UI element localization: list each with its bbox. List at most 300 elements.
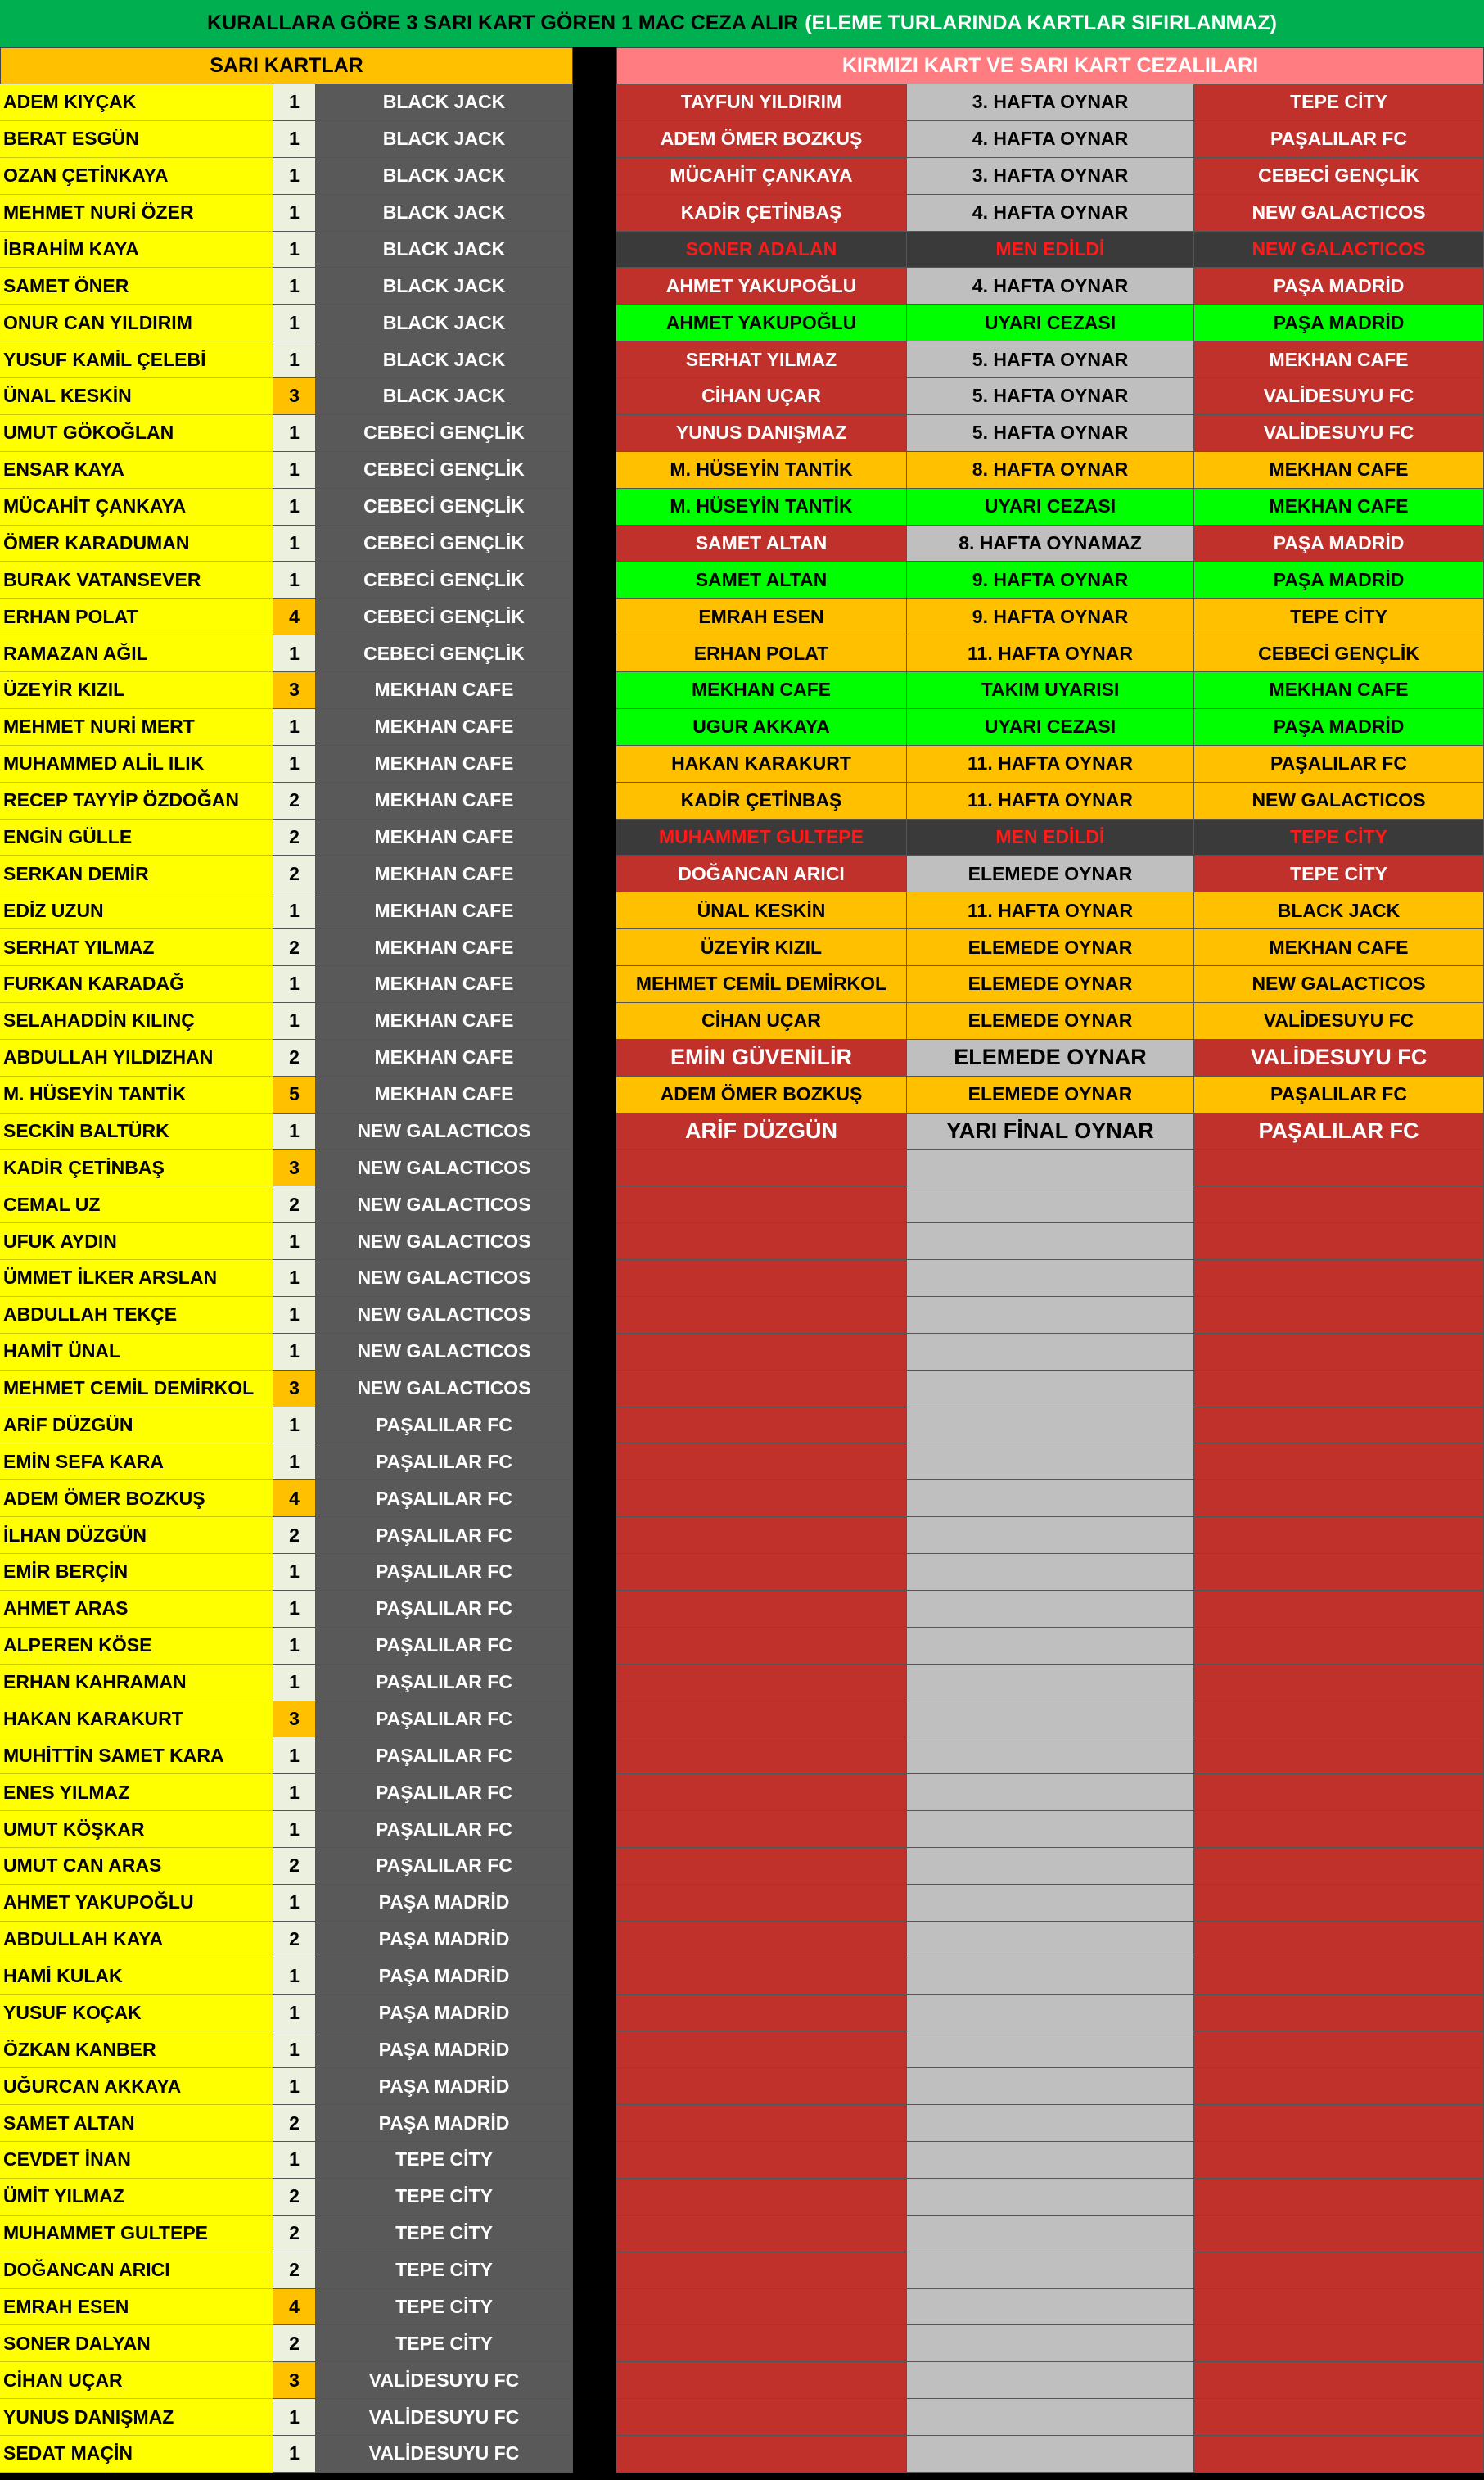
player-name-cell[interactable]: ABDULLAH TEKÇE: [0, 1297, 273, 1334]
penalty-status-cell[interactable]: 3. HAFTA OYNAR: [907, 84, 1194, 121]
penalty-player-cell[interactable]: TAYFUN YILDIRIM: [616, 84, 907, 121]
penalty-status-cell[interactable]: 3. HAFTA OYNAR: [907, 158, 1194, 195]
player-name-cell[interactable]: ARİF DÜZGÜN: [0, 1407, 273, 1444]
penalty-team-cell[interactable]: [1194, 1701, 1484, 1738]
card-count-cell[interactable]: 1: [273, 452, 316, 489]
player-name-cell[interactable]: ABDULLAH YILDIZHAN: [0, 1040, 273, 1077]
player-name-cell[interactable]: ERHAN KAHRAMAN: [0, 1665, 273, 1701]
card-count-cell[interactable]: 1: [273, 635, 316, 672]
penalty-team-cell[interactable]: [1194, 1443, 1484, 1480]
player-team-cell[interactable]: BLACK JACK: [316, 305, 573, 341]
penalty-status-cell[interactable]: [907, 1737, 1194, 1774]
player-name-cell[interactable]: RECEP TAYYİP ÖZDOĞAN: [0, 783, 273, 820]
player-team-cell[interactable]: BLACK JACK: [316, 158, 573, 195]
penalty-player-cell[interactable]: [616, 1297, 907, 1334]
player-team-cell[interactable]: CEBECİ GENÇLİK: [316, 562, 573, 599]
penalty-status-cell[interactable]: [907, 2399, 1194, 2436]
penalty-team-cell[interactable]: [1194, 1885, 1484, 1922]
card-count-cell[interactable]: 1: [273, 158, 316, 195]
player-team-cell[interactable]: MEKHAN CAFE: [316, 1003, 573, 1040]
penalty-player-cell[interactable]: M. HÜSEYİN TANTİK: [616, 489, 907, 526]
player-team-cell[interactable]: BLACK JACK: [316, 121, 573, 158]
penalty-player-cell[interactable]: [616, 2362, 907, 2399]
penalty-status-cell[interactable]: [907, 2216, 1194, 2252]
player-team-cell[interactable]: CEBECİ GENÇLİK: [316, 526, 573, 562]
penalty-player-cell[interactable]: [616, 2325, 907, 2362]
penalty-status-cell[interactable]: ELEMEDE OYNAR: [907, 1077, 1194, 1114]
player-name-cell[interactable]: ÜMİT YILMAZ: [0, 2179, 273, 2216]
penalty-status-cell[interactable]: [907, 1995, 1194, 2032]
penalty-player-cell[interactable]: [616, 1407, 907, 1444]
penalty-status-cell[interactable]: [907, 1665, 1194, 1701]
penalty-status-cell[interactable]: [907, 1848, 1194, 1885]
penalty-player-cell[interactable]: [616, 2031, 907, 2068]
player-team-cell[interactable]: CEBECİ GENÇLİK: [316, 599, 573, 635]
player-name-cell[interactable]: ABDULLAH KAYA: [0, 1922, 273, 1958]
penalty-status-cell[interactable]: [907, 1371, 1194, 1407]
penalty-player-cell[interactable]: [616, 1371, 907, 1407]
penalty-status-cell[interactable]: [907, 1223, 1194, 1260]
player-team-cell[interactable]: NEW GALACTICOS: [316, 1297, 573, 1334]
penalty-status-cell[interactable]: ELEMEDE OYNAR: [907, 1040, 1194, 1077]
penalty-team-cell[interactable]: NEW GALACTICOS: [1194, 966, 1484, 1003]
penalty-status-cell[interactable]: 4. HAFTA OYNAR: [907, 268, 1194, 305]
penalty-status-cell[interactable]: 11. HAFTA OYNAR: [907, 892, 1194, 929]
card-count-cell[interactable]: 1: [273, 1223, 316, 1260]
penalty-player-cell[interactable]: AHMET YAKUPOĞLU: [616, 268, 907, 305]
penalty-team-cell[interactable]: NEW GALACTICOS: [1194, 232, 1484, 269]
player-team-cell[interactable]: TEPE CİTY: [316, 2142, 573, 2179]
penalty-status-cell[interactable]: 4. HAFTA OYNAR: [907, 121, 1194, 158]
player-name-cell[interactable]: MUHAMMED ALİL ILIK: [0, 746, 273, 783]
player-name-cell[interactable]: CEVDET İNAN: [0, 2142, 273, 2179]
player-name-cell[interactable]: ÜZEYİR KIZIL: [0, 672, 273, 709]
player-team-cell[interactable]: MEKHAN CAFE: [316, 820, 573, 856]
penalty-player-cell[interactable]: [616, 2068, 907, 2105]
player-name-cell[interactable]: EDİZ UZUN: [0, 892, 273, 929]
player-team-cell[interactable]: MEKHAN CAFE: [316, 672, 573, 709]
player-name-cell[interactable]: UĞURCAN AKKAYA: [0, 2068, 273, 2105]
penalty-player-cell[interactable]: [616, 1701, 907, 1738]
card-count-cell[interactable]: 1: [273, 1407, 316, 1444]
penalty-player-cell[interactable]: DOĞANCAN ARICI: [616, 856, 907, 892]
penalty-player-cell[interactable]: [616, 2436, 907, 2473]
penalty-team-cell[interactable]: [1194, 1774, 1484, 1811]
player-team-cell[interactable]: TEPE CİTY: [316, 2289, 573, 2326]
penalty-player-cell[interactable]: SAMET ALTAN: [616, 562, 907, 599]
penalty-team-cell[interactable]: PAŞALILAR FC: [1194, 746, 1484, 783]
player-name-cell[interactable]: RAMAZAN AĞIL: [0, 635, 273, 672]
card-count-cell[interactable]: 1: [273, 1591, 316, 1628]
player-team-cell[interactable]: PAŞA MADRİD: [316, 2105, 573, 2142]
penalty-player-cell[interactable]: [616, 1628, 907, 1665]
penalty-team-cell[interactable]: [1194, 1150, 1484, 1186]
card-count-cell[interactable]: 1: [273, 1334, 316, 1371]
penalty-status-cell[interactable]: [907, 1260, 1194, 1297]
penalty-team-cell[interactable]: [1194, 1628, 1484, 1665]
player-name-cell[interactable]: DOĞANCAN ARICI: [0, 2252, 273, 2289]
card-count-cell[interactable]: 4: [273, 2289, 316, 2326]
penalty-player-cell[interactable]: YUNUS DANIŞMAZ: [616, 415, 907, 452]
card-count-cell[interactable]: 1: [273, 1554, 316, 1591]
player-name-cell[interactable]: MEHMET NURİ ÖZER: [0, 195, 273, 232]
card-count-cell[interactable]: 2: [273, 2252, 316, 2289]
penalty-player-cell[interactable]: [616, 1737, 907, 1774]
penalty-team-cell[interactable]: PAŞALILAR FC: [1194, 1114, 1484, 1150]
penalty-team-cell[interactable]: [1194, 1665, 1484, 1701]
penalty-player-cell[interactable]: AHMET YAKUPOĞLU: [616, 305, 907, 341]
card-count-cell[interactable]: 3: [273, 1371, 316, 1407]
penalty-status-cell[interactable]: 5. HAFTA OYNAR: [907, 378, 1194, 415]
card-count-cell[interactable]: 2: [273, 1517, 316, 1554]
penalty-player-cell[interactable]: [616, 1848, 907, 1885]
penalty-team-cell[interactable]: [1194, 2252, 1484, 2289]
player-name-cell[interactable]: MUHİTTİN SAMET KARA: [0, 1737, 273, 1774]
card-count-cell[interactable]: 2: [273, 2216, 316, 2252]
player-team-cell[interactable]: MEKHAN CAFE: [316, 783, 573, 820]
player-team-cell[interactable]: PAŞA MADRİD: [316, 1958, 573, 1995]
player-name-cell[interactable]: FURKAN KARADAĞ: [0, 966, 273, 1003]
penalty-team-cell[interactable]: MEKHAN CAFE: [1194, 341, 1484, 378]
player-team-cell[interactable]: BLACK JACK: [316, 268, 573, 305]
penalty-player-cell[interactable]: SERHAT YILMAZ: [616, 341, 907, 378]
player-name-cell[interactable]: UMUT CAN ARAS: [0, 1848, 273, 1885]
player-name-cell[interactable]: ALPEREN KÖSE: [0, 1628, 273, 1665]
penalty-status-cell[interactable]: [907, 1701, 1194, 1738]
penalty-status-cell[interactable]: [907, 2031, 1194, 2068]
card-count-cell[interactable]: 1: [273, 415, 316, 452]
penalty-team-cell[interactable]: [1194, 1334, 1484, 1371]
card-count-cell[interactable]: 3: [273, 672, 316, 709]
penalty-status-cell[interactable]: UYARI CEZASI: [907, 489, 1194, 526]
penalty-player-cell[interactable]: UGUR AKKAYA: [616, 709, 907, 746]
card-count-cell[interactable]: 1: [273, 709, 316, 746]
penalty-status-cell[interactable]: 11. HAFTA OYNAR: [907, 635, 1194, 672]
card-count-cell[interactable]: 1: [273, 305, 316, 341]
player-team-cell[interactable]: MEKHAN CAFE: [316, 1040, 573, 1077]
player-team-cell[interactable]: NEW GALACTICOS: [316, 1371, 573, 1407]
card-count-cell[interactable]: 2: [273, 1186, 316, 1223]
penalty-player-cell[interactable]: [616, 1665, 907, 1701]
player-name-cell[interactable]: SECKİN BALTÜRK: [0, 1114, 273, 1150]
player-name-cell[interactable]: ÖMER KARADUMAN: [0, 526, 273, 562]
card-count-cell[interactable]: 1: [273, 1811, 316, 1848]
penalty-team-cell[interactable]: [1194, 2179, 1484, 2216]
player-team-cell[interactable]: TEPE CİTY: [316, 2179, 573, 2216]
penalty-team-cell[interactable]: [1194, 1958, 1484, 1995]
player-name-cell[interactable]: EMİN SEFA KARA: [0, 1443, 273, 1480]
player-team-cell[interactable]: MEKHAN CAFE: [316, 709, 573, 746]
player-team-cell[interactable]: CEBECİ GENÇLİK: [316, 452, 573, 489]
player-name-cell[interactable]: M. HÜSEYİN TANTİK: [0, 1077, 273, 1114]
penalty-status-cell[interactable]: [907, 1297, 1194, 1334]
player-team-cell[interactable]: BLACK JACK: [316, 378, 573, 415]
penalty-status-cell[interactable]: [907, 1480, 1194, 1517]
player-team-cell[interactable]: PAŞALILAR FC: [316, 1443, 573, 1480]
card-count-cell[interactable]: 1: [273, 1737, 316, 1774]
penalty-team-cell[interactable]: [1194, 1995, 1484, 2032]
penalty-status-cell[interactable]: [907, 1958, 1194, 1995]
penalty-player-cell[interactable]: [616, 1517, 907, 1554]
player-team-cell[interactable]: PAŞALILAR FC: [316, 1517, 573, 1554]
card-count-cell[interactable]: 2: [273, 2105, 316, 2142]
player-team-cell[interactable]: PAŞALILAR FC: [316, 1480, 573, 1517]
penalty-player-cell[interactable]: [616, 1186, 907, 1223]
penalty-player-cell[interactable]: [616, 1885, 907, 1922]
card-count-cell[interactable]: 2: [273, 929, 316, 966]
penalty-team-cell[interactable]: [1194, 1297, 1484, 1334]
player-team-cell[interactable]: MEKHAN CAFE: [316, 892, 573, 929]
player-name-cell[interactable]: ÜMMET İLKER ARSLAN: [0, 1260, 273, 1297]
player-team-cell[interactable]: PAŞA MADRİD: [316, 2068, 573, 2105]
penalty-team-cell[interactable]: PAŞALILAR FC: [1194, 1077, 1484, 1114]
penalty-player-cell[interactable]: [616, 2142, 907, 2179]
penalty-status-cell[interactable]: 8. HAFTA OYNAMAZ: [907, 526, 1194, 562]
penalty-status-cell[interactable]: [907, 1517, 1194, 1554]
player-name-cell[interactable]: ÖZKAN KANBER: [0, 2031, 273, 2068]
card-count-cell[interactable]: 2: [273, 783, 316, 820]
penalty-status-cell[interactable]: [907, 2325, 1194, 2362]
player-team-cell[interactable]: BLACK JACK: [316, 232, 573, 269]
player-name-cell[interactable]: İLHAN DÜZGÜN: [0, 1517, 273, 1554]
penalty-team-cell[interactable]: VALİDESUYU FC: [1194, 415, 1484, 452]
penalty-team-cell[interactable]: CEBECİ GENÇLİK: [1194, 635, 1484, 672]
penalty-player-cell[interactable]: [616, 1443, 907, 1480]
penalty-player-cell[interactable]: [616, 1774, 907, 1811]
player-name-cell[interactable]: MUHAMMET GULTEPE: [0, 2216, 273, 2252]
card-count-cell[interactable]: 1: [273, 84, 316, 121]
card-count-cell[interactable]: 4: [273, 1480, 316, 1517]
penalty-team-cell[interactable]: TEPE CİTY: [1194, 599, 1484, 635]
penalty-team-cell[interactable]: NEW GALACTICOS: [1194, 195, 1484, 232]
card-count-cell[interactable]: 1: [273, 2399, 316, 2436]
player-name-cell[interactable]: SERHAT YILMAZ: [0, 929, 273, 966]
penalty-status-cell[interactable]: [907, 1922, 1194, 1958]
player-team-cell[interactable]: PAŞALILAR FC: [316, 1407, 573, 1444]
penalty-team-cell[interactable]: [1194, 2289, 1484, 2326]
card-count-cell[interactable]: 2: [273, 1922, 316, 1958]
penalty-team-cell[interactable]: [1194, 2105, 1484, 2142]
player-team-cell[interactable]: PAŞALILAR FC: [316, 1774, 573, 1811]
penalty-team-cell[interactable]: PAŞA MADRİD: [1194, 526, 1484, 562]
penalty-team-cell[interactable]: PAŞA MADRİD: [1194, 305, 1484, 341]
player-team-cell[interactable]: PAŞALILAR FC: [316, 1665, 573, 1701]
player-name-cell[interactable]: BURAK VATANSEVER: [0, 562, 273, 599]
penalty-player-cell[interactable]: MEHMET CEMİL DEMİRKOL: [616, 966, 907, 1003]
card-count-cell[interactable]: 2: [273, 856, 316, 892]
player-team-cell[interactable]: BLACK JACK: [316, 84, 573, 121]
penalty-team-cell[interactable]: TEPE CİTY: [1194, 84, 1484, 121]
penalty-player-cell[interactable]: ÜZEYİR KIZIL: [616, 929, 907, 966]
penalty-status-cell[interactable]: [907, 1334, 1194, 1371]
penalty-status-cell[interactable]: 9. HAFTA OYNAR: [907, 562, 1194, 599]
card-count-cell[interactable]: 1: [273, 489, 316, 526]
player-name-cell[interactable]: ENES YILMAZ: [0, 1774, 273, 1811]
card-count-cell[interactable]: 1: [273, 966, 316, 1003]
penalty-player-cell[interactable]: KADİR ÇETİNBAŞ: [616, 195, 907, 232]
player-team-cell[interactable]: PAŞA MADRİD: [316, 1885, 573, 1922]
penalty-status-cell[interactable]: 5. HAFTA OYNAR: [907, 341, 1194, 378]
penalty-team-cell[interactable]: [1194, 1848, 1484, 1885]
penalty-player-cell[interactable]: [616, 2105, 907, 2142]
penalty-team-cell[interactable]: [1194, 2142, 1484, 2179]
penalty-status-cell[interactable]: [907, 1554, 1194, 1591]
card-count-cell[interactable]: 2: [273, 820, 316, 856]
player-team-cell[interactable]: MEKHAN CAFE: [316, 966, 573, 1003]
player-name-cell[interactable]: HAMİ KULAK: [0, 1958, 273, 1995]
penalty-team-cell[interactable]: MEKHAN CAFE: [1194, 452, 1484, 489]
card-count-cell[interactable]: 2: [273, 1848, 316, 1885]
penalty-status-cell[interactable]: [907, 2179, 1194, 2216]
player-team-cell[interactable]: CEBECİ GENÇLİK: [316, 489, 573, 526]
card-count-cell[interactable]: 1: [273, 746, 316, 783]
card-count-cell[interactable]: 1: [273, 2436, 316, 2473]
penalty-team-cell[interactable]: [1194, 1186, 1484, 1223]
penalty-status-cell[interactable]: [907, 2436, 1194, 2473]
penalty-status-cell[interactable]: TAKIM UYARISI: [907, 672, 1194, 709]
card-count-cell[interactable]: 1: [273, 1443, 316, 1480]
player-name-cell[interactable]: İBRAHİM KAYA: [0, 232, 273, 269]
penalty-team-cell[interactable]: [1194, 2031, 1484, 2068]
penalty-team-cell[interactable]: [1194, 2216, 1484, 2252]
penalty-team-cell[interactable]: VALİDESUYU FC: [1194, 1003, 1484, 1040]
player-name-cell[interactable]: YUSUF KOÇAK: [0, 1995, 273, 2032]
penalty-status-cell[interactable]: [907, 2289, 1194, 2326]
card-count-cell[interactable]: 1: [273, 232, 316, 269]
penalty-team-cell[interactable]: PAŞALILAR FC: [1194, 121, 1484, 158]
penalty-status-cell[interactable]: [907, 1774, 1194, 1811]
card-count-cell[interactable]: 1: [273, 1003, 316, 1040]
player-name-cell[interactable]: EMRAH ESEN: [0, 2289, 273, 2326]
player-name-cell[interactable]: AHMET ARAS: [0, 1591, 273, 1628]
card-count-cell[interactable]: 3: [273, 378, 316, 415]
penalty-status-cell[interactable]: [907, 1150, 1194, 1186]
penalty-status-cell[interactable]: MEN EDİLDİ: [907, 232, 1194, 269]
player-team-cell[interactable]: BLACK JACK: [316, 341, 573, 378]
penalty-team-cell[interactable]: MEKHAN CAFE: [1194, 489, 1484, 526]
penalty-player-cell[interactable]: [616, 1223, 907, 1260]
penalty-team-cell[interactable]: TEPE CİTY: [1194, 856, 1484, 892]
card-count-cell[interactable]: 4: [273, 599, 316, 635]
player-name-cell[interactable]: MEHMET CEMİL DEMİRKOL: [0, 1371, 273, 1407]
penalty-team-cell[interactable]: PAŞA MADRİD: [1194, 268, 1484, 305]
penalty-status-cell[interactable]: [907, 1591, 1194, 1628]
card-count-cell[interactable]: 1: [273, 1958, 316, 1995]
penalty-player-cell[interactable]: [616, 1554, 907, 1591]
penalty-status-cell[interactable]: [907, 1443, 1194, 1480]
player-name-cell[interactable]: SERKAN DEMİR: [0, 856, 273, 892]
player-team-cell[interactable]: PAŞALILAR FC: [316, 1628, 573, 1665]
penalty-team-cell[interactable]: BLACK JACK: [1194, 892, 1484, 929]
player-name-cell[interactable]: SAMET ALTAN: [0, 2105, 273, 2142]
penalty-player-cell[interactable]: EMİN GÜVENİLİR: [616, 1040, 907, 1077]
card-count-cell[interactable]: 3: [273, 2362, 316, 2399]
penalty-player-cell[interactable]: [616, 1480, 907, 1517]
player-team-cell[interactable]: CEBECİ GENÇLİK: [316, 415, 573, 452]
player-name-cell[interactable]: CEMAL UZ: [0, 1186, 273, 1223]
player-name-cell[interactable]: SONER DALYAN: [0, 2325, 273, 2362]
card-count-cell[interactable]: 1: [273, 2031, 316, 2068]
penalty-status-cell[interactable]: [907, 2068, 1194, 2105]
card-count-cell[interactable]: 1: [273, 1628, 316, 1665]
player-team-cell[interactable]: TEPE CİTY: [316, 2325, 573, 2362]
card-count-cell[interactable]: 1: [273, 1114, 316, 1150]
penalty-status-cell[interactable]: UYARI CEZASI: [907, 709, 1194, 746]
penalty-player-cell[interactable]: SAMET ALTAN: [616, 526, 907, 562]
penalty-player-cell[interactable]: ADEM ÖMER BOZKUŞ: [616, 1077, 907, 1114]
player-name-cell[interactable]: ENSAR KAYA: [0, 452, 273, 489]
penalty-status-cell[interactable]: 4. HAFTA OYNAR: [907, 195, 1194, 232]
player-name-cell[interactable]: BERAT ESGÜN: [0, 121, 273, 158]
penalty-status-cell[interactable]: 8. HAFTA OYNAR: [907, 452, 1194, 489]
penalty-team-cell[interactable]: NEW GALACTICOS: [1194, 783, 1484, 820]
penalty-player-cell[interactable]: [616, 1591, 907, 1628]
penalty-player-cell[interactable]: MÜCAHİT ÇANKAYA: [616, 158, 907, 195]
penalty-status-cell[interactable]: [907, 1811, 1194, 1848]
penalty-team-cell[interactable]: TEPE CİTY: [1194, 820, 1484, 856]
penalty-player-cell[interactable]: [616, 2179, 907, 2216]
penalty-status-cell[interactable]: [907, 2105, 1194, 2142]
penalty-team-cell[interactable]: [1194, 1591, 1484, 1628]
penalty-player-cell[interactable]: [616, 1995, 907, 2032]
penalty-player-cell[interactable]: [616, 1922, 907, 1958]
card-count-cell[interactable]: 1: [273, 1665, 316, 1701]
player-name-cell[interactable]: ÜNAL KESKİN: [0, 378, 273, 415]
penalty-player-cell[interactable]: [616, 1334, 907, 1371]
penalty-player-cell[interactable]: ÜNAL KESKİN: [616, 892, 907, 929]
player-name-cell[interactable]: MÜCAHİT ÇANKAYA: [0, 489, 273, 526]
penalty-team-cell[interactable]: [1194, 1517, 1484, 1554]
player-team-cell[interactable]: PAŞA MADRİD: [316, 2031, 573, 2068]
player-name-cell[interactable]: EMİR BERÇİN: [0, 1554, 273, 1591]
penalty-player-cell[interactable]: [616, 2399, 907, 2436]
player-name-cell[interactable]: CİHAN UÇAR: [0, 2362, 273, 2399]
penalty-team-cell[interactable]: PAŞA MADRİD: [1194, 709, 1484, 746]
penalty-player-cell[interactable]: [616, 2289, 907, 2326]
player-team-cell[interactable]: BLACK JACK: [316, 195, 573, 232]
card-count-cell[interactable]: 1: [273, 195, 316, 232]
player-team-cell[interactable]: CEBECİ GENÇLİK: [316, 635, 573, 672]
card-count-cell[interactable]: 1: [273, 2142, 316, 2179]
penalty-player-cell[interactable]: [616, 1811, 907, 1848]
penalty-team-cell[interactable]: [1194, 1371, 1484, 1407]
player-team-cell[interactable]: VALİDESUYU FC: [316, 2362, 573, 2399]
card-count-cell[interactable]: 1: [273, 892, 316, 929]
player-name-cell[interactable]: UFUK AYDIN: [0, 1223, 273, 1260]
player-name-cell[interactable]: SELAHADDİN KILINÇ: [0, 1003, 273, 1040]
player-name-cell[interactable]: HAKAN KARAKURT: [0, 1701, 273, 1738]
penalty-player-cell[interactable]: CİHAN UÇAR: [616, 1003, 907, 1040]
penalty-team-cell[interactable]: [1194, 2399, 1484, 2436]
penalty-team-cell[interactable]: MEKHAN CAFE: [1194, 929, 1484, 966]
penalty-status-cell[interactable]: ELEMEDE OYNAR: [907, 929, 1194, 966]
penalty-status-cell[interactable]: 11. HAFTA OYNAR: [907, 783, 1194, 820]
penalty-status-cell[interactable]: [907, 2142, 1194, 2179]
card-count-cell[interactable]: 1: [273, 2068, 316, 2105]
penalty-status-cell[interactable]: [907, 1407, 1194, 1444]
player-team-cell[interactable]: NEW GALACTICOS: [316, 1114, 573, 1150]
penalty-team-cell[interactable]: PAŞA MADRİD: [1194, 562, 1484, 599]
penalty-team-cell[interactable]: [1194, 1260, 1484, 1297]
penalty-player-cell[interactable]: MEKHAN CAFE: [616, 672, 907, 709]
penalty-status-cell[interactable]: ELEMEDE OYNAR: [907, 856, 1194, 892]
player-team-cell[interactable]: PAŞALILAR FC: [316, 1737, 573, 1774]
card-count-cell[interactable]: 1: [273, 1885, 316, 1922]
penalty-status-cell[interactable]: [907, 1628, 1194, 1665]
player-team-cell[interactable]: PAŞA MADRİD: [316, 1922, 573, 1958]
card-count-cell[interactable]: 1: [273, 1995, 316, 2032]
penalty-team-cell[interactable]: [1194, 1223, 1484, 1260]
